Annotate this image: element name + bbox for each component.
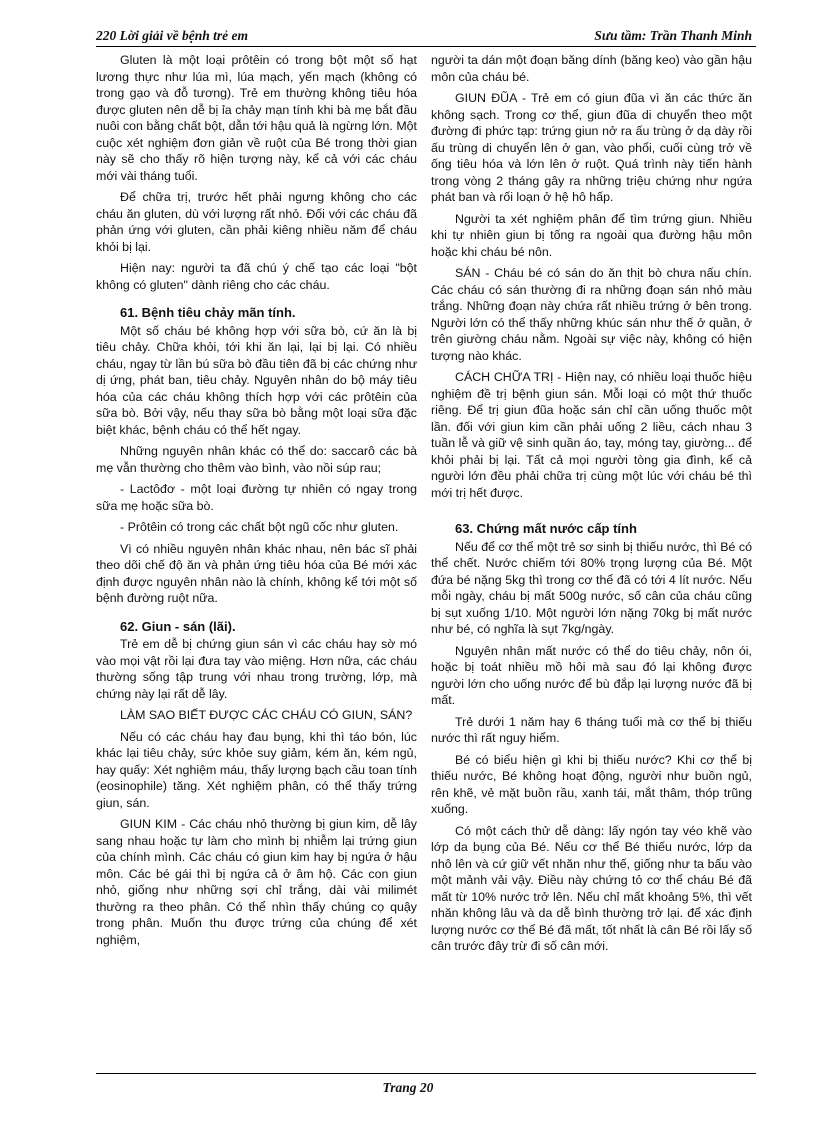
paragraph: Nếu có các cháu hay đau bụng, khi thì táo bón, lúc khác lại tiêu chảy, sức khỏe suy giảm, kém ăn, kém ngủ, hay quấy: Xét nghiệm máu, thấy lượng bạch cầu toan tính (eosinophile) tăng. Xét nghiệm phân, có thể thấy trứng giun, sán.: [96, 729, 417, 810]
paragraph: Để chữa trị, trước hết phải ngưng không cho các cháu ăn gluten, dù với lượng rất nhỏ. Đối với các cháu đã phản ứng với gluten, cần phải kiêng nhiều năm để cháu khỏi bị lại.: [96, 190, 417, 254]
compiler-credit: Sưu tầm: Trần Thanh Minh: [594, 28, 752, 43]
paragraph: Vì có nhiều nguyên nhân khác nhau, nên bác sĩ phải theo dõi chế độ ăn và phản ứng tiêu hóa của Bé mới xác định được nguyên nhân nào là chính, không kể tới một số bệnh đường ruột nữa.: [96, 541, 417, 605]
paragraph: Bé có biểu hiện gì khi bị thiếu nước? Khi cơ thể bị thiếu nước, Bé không hoạt động, người như buồn ngủ, rên khẽ, vẻ mặt buồn rầu, xanh tái, mắt thâm, thóp trũng xuống.: [431, 752, 752, 816]
paragraph: Có một cách thử dễ dàng: lấy ngón tay véo khẽ vào lớp da bụng của Bé. Nếu cơ thể Bé thiếu nước, lớp da nhô lên và cứ giữ vết nhăn như thế, giống như ta bấu vào một mảnh vải vậy. Điều này chứng tỏ cơ thể cháu Bé đã mất từ 10% nước trở lên. Nếu chỉ mất khoảng 5%, thì vết nhăn không lâu và da dễ bình thường trở lại. để xác định lượng nước cơ thể Bé đã mất, tốt nhất là cân Bé rồi lấy số cân trước đây trừ đi số cân mới.: [431, 823, 752, 953]
right-column: [431, 52, 752, 960]
paragraph: - Lactôđơ - một loại đường tự nhiên có ngay trong sữa mẹ hoặc sữa bò.: [96, 482, 417, 513]
paragraph: người ta dán một đoạn băng dính (băng keo) vào gần hậu môn của cháu bé.: [431, 53, 752, 84]
paragraph: Những nguyên nhân khác có thể do: saccarô các bà mẹ vẫn thường cho thêm vào bình, vào nồi súp rau;: [96, 444, 417, 475]
paragraph: Gluten là một loại prôtêin có trong bột một số hạt lương thực như lúa mì, lúa mạch, yến mạch (không có trong gạo và đỗ tương). Trẻ em thường không tiêu hóa được gluten nên dễ bị ỉa chảy mạn tính khi bà mẹ bắt đầu nuôi con bằng chất bột, dẫn tới hậu quả là ngừng lớn. Một cuộc xét nghiệm đơn giản về ruột của Bé trong thời gian này sẽ cho thấy rõ hiện tượng này, kể cả với các cháu mới vài tháng tuổi.: [96, 53, 417, 183]
paragraph: Người ta xét nghiệm phân để tìm trứng giun. Nhiều khi tự nhiên giun bị tống ra ngoài qua đường hậu môn hoặc khi cháu bé nôn.: [431, 211, 752, 259]
paragraph: GIUN KIM - Các cháu nhỏ thường bị giun kim, dễ lây sang nhau hoặc tự làm cho mình bị nhiễm lại trứng giun của chính mình. Các cháu có giun kim hay bị ngứa ở hậu môn. Các bé gái thì bị ngứa cả ở âm hộ. Các con giun nhỏ, giống như những sợi chỉ trắng, dài vài milimét thường ra theo phân. Có thể nhìn thấy chúng cọ quậy trong phân. Muốn thu được trứng của chúng để xét nghiệm,: [96, 817, 417, 947]
section-heading-62: 62. Giun - sán (lãi).: [120, 618, 236, 634]
paragraph: Trẻ em dễ bị chứng giun sán vì các cháu hay sờ mó vào mọi vật rồi lại đưa tay vào miệng. Hơn nữa, các cháu thường sống tập trung với nhau trong trường, lớp, mà chứng này lại rất dễ lây.: [96, 637, 417, 701]
paragraph: Nếu để cơ thể một trẻ sơ sinh bị thiếu nước, thì Bé có thể chết. Nước chiếm tới 80% trọng lượng của Bé. Một đứa bé nặng 5kg thì trong cơ thể đã có tới 4 lít nước. Nếu mỗi ngày, cháu bị mất 500g nước, số cân của cháu cũng bị sụt xuống 1/10. Một người lớn nặng 70kg bị mất nước như bé, có nghĩa là sụt 7kg/ngày.: [431, 539, 752, 636]
page-number: Trang 20: [382, 1080, 434, 1095]
paragraph: - Prôtêin có trong các chất bột ngũ cốc như gluten.: [120, 520, 399, 534]
paragraph: GIUN ĐŨA - Trẻ em có giun đũa vì ăn các thức ăn không sạch. Trong cơ thể, giun đũa di chuyển theo một đường đi phức tạp: trứng giun nở ra ấu trùng ở dạ dày rồi ấu trùng di chuyển lên ở gan, vào phổi, cuối cùng trở về ống tiêu hóa và lớn lên ở ruột. Quá trình này tiến hành trong vòng 2 tháng gây ra những triệu chứng như ngứa phát ban và rối loạn ở hệ hô hấp.: [431, 91, 752, 204]
paragraph: Trẻ dưới 1 năm hay 6 tháng tuổi mà cơ thể bị thiếu nước thì rất nguy hiểm.: [431, 714, 752, 745]
page-header: [96, 26, 756, 47]
section-heading-61: 61. Bệnh tiêu chảy mãn tính.: [120, 305, 296, 320]
paragraph: SÁN - Cháu bé có sán do ăn thịt bò chưa nấu chín. Các cháu có sán thường đi ra những đoạn sán nhỏ màu trắng. Những đoạn này chứa rất nhiều trứng ở bên trong. Người lớn có thể thấy những khúc sán như thế ở quần, ở trên giường cháu nằm. Ngoài sự việc này, không có hiện tượng nào khác.: [431, 266, 752, 363]
section-heading-63: 63. Chứng mất nước cấp tính: [455, 521, 637, 536]
paragraph: Một số cháu bé không hợp với sữa bò, cứ ăn là bị tiêu chảy. Chữa khỏi, tới khi ăn lại, lại bị lại. Có nhiều cháu, ngay từ lần bú sữa bò đầu tiên đã bị các chứng như dị ứng, phát ban, tiêu chảy. Nguyên nhân do bộ máy tiêu hóa của các cháu không thích hợp với các prôtêin của sữa bò. Bởi vậy, nếu thay sữa bò bằng một loại sữa đặc biệt khác, bệnh cháu có thể hết ngay.: [96, 323, 417, 437]
paragraph: LÀM SAO BIẾT ĐƯỢC CÁC CHÁU CÓ GIUN, SÁN?: [120, 708, 413, 722]
paragraph: Nguyên nhân mất nước có thể do tiêu chảy, nôn ói, hoặc bị toát nhiều mồ hôi mà sau đó lại không được người lớn cho uống nước để bù đắp lại lượng nước đã bị mất.: [431, 643, 752, 707]
paragraph: CÁCH CHỮA TRỊ - Hiện nay, có nhiều loại thuốc hiệu nghiệm đề trị bệnh giun sán. Mỗi loại có một thứ thuốc riêng. Để trị giun đũa hoặc sán chỉ cần uống thuốc một lần. đối với giun kim cần phải uống 2 liều, cách nhau 3 tuần lễ và giữ vệ sinh quần áo, tay, móng tay, giường... để khỏi phải bị lại. Tất cả mọi người tòng gia đình, kể cả người lớn đều phải chữa trị cùng một lúc với cháu bé thì mới trị hết được.: [431, 370, 752, 500]
book-title: 220 Lời giải về bệnh trẻ em: [96, 28, 248, 43]
paragraph: Hiện nay: người ta đã chú ý chế tạo các loại "bột không có gluten" dành riêng cho các cháu.: [96, 261, 417, 292]
left-column: [96, 52, 417, 953]
footer-divider: [96, 1073, 756, 1074]
